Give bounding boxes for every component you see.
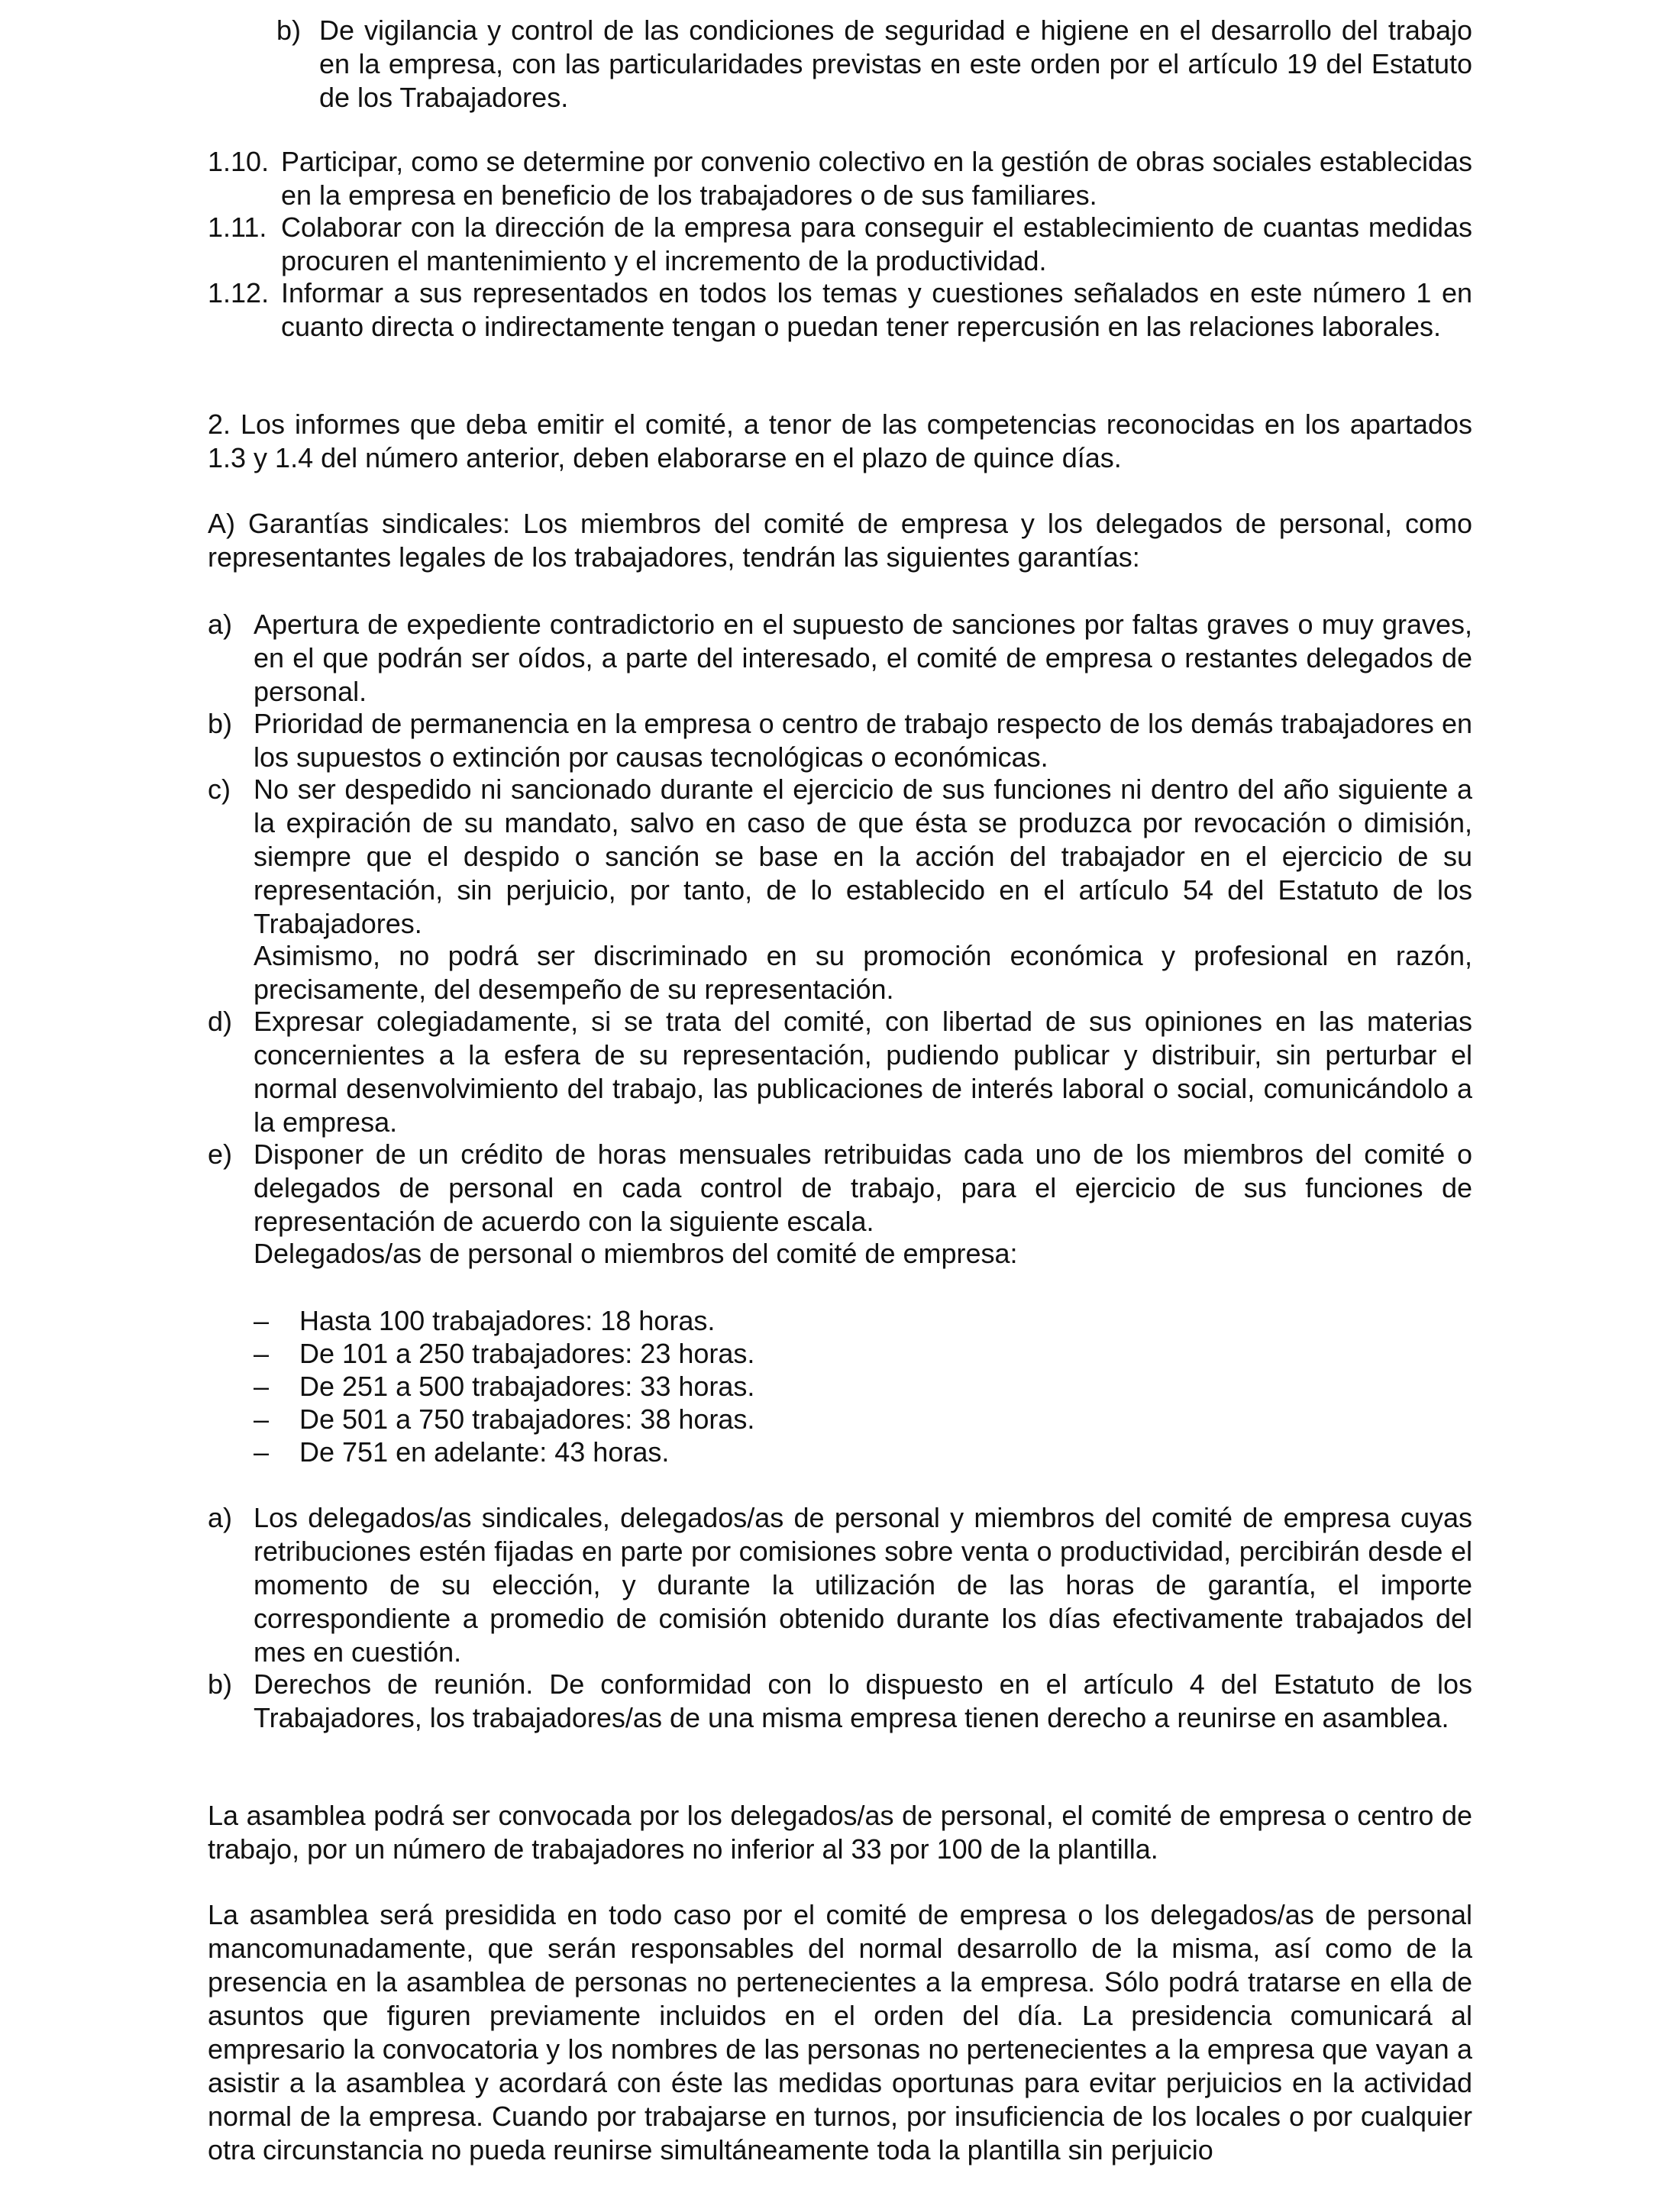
escala-item: Hasta 100 trabajadores: 18 horas.	[299, 1305, 716, 1336]
dash-bullet: –	[254, 1371, 270, 1402]
dash-bullet: –	[254, 1436, 270, 1468]
paragraph-asamblea-convocatoria: La asamblea podrá ser convocada por los delegados/as de personal, el comité de empresa o centro de trabajo, por un número de trabajadores no inferior al 33 por 100 de la plantilla.	[208, 1800, 1472, 1865]
list-label: a)	[208, 609, 233, 640]
list-item: Prioridad de permanencia en la empresa o centro de trabajo respecto de los demás trabajadores en los supuestos o extinción por causas tecnológicas o económicas.	[254, 708, 1472, 773]
list-item-continuation: Delegados/as de personal o miembros del comité de empresa:	[254, 1238, 1018, 1269]
dash-bullet: –	[254, 1338, 270, 1369]
paragraph-garantias: A) Garantías sindicales: Los miembros del comité de empresa y los delegados de personal, como representantes legales de los trabajadores, tendrán las siguientes garantías:	[208, 508, 1472, 573]
escala-item: De 751 en adelante: 43 horas.	[299, 1436, 670, 1468]
item-text: Colaborar con la dirección de la empresa para conseguir el establecimiento de cuantas medidas procuren el mantenimiento y el incremento de la productividad.	[281, 212, 1472, 276]
escala-item: De 501 a 750 trabajadores: 38 horas.	[299, 1403, 755, 1435]
dash-bullet: –	[254, 1403, 270, 1435]
list-label: c)	[208, 774, 231, 805]
item-label: 1.11.	[208, 212, 267, 243]
paragraph-asamblea-presidencia: La asamblea será presidida en todo caso por el comité de empresa o los delegados/as de personal mancomunadamente, que serán responsables del normal desarrollo de la misma, así como de la presencia en la asamblea de personas no pertenecientes a la empresa. Sólo podrá tratarse en ella de asuntos que figuren previamente incluidos en el orden del día. La presidencia comunicará al empresario la convocatoria y los nombres de las personas no pertenecientes a la empresa que vayan a asistir a la asamblea y acordará con éste las medidas oportunas para evitar perjuicios en la actividad normal de la empresa. Cuando por trabajarse en turnos, por insuficiencia de los locales o por cualquier otra circunstancia no pueda reunirse simultáneamente toda la plantilla sin perjuicio	[208, 1899, 1472, 2166]
list-label: a)	[208, 1502, 233, 1533]
escala-item: De 251 a 500 trabajadores: 33 horas.	[299, 1371, 755, 1402]
list-label: b)	[208, 1668, 233, 1700]
list-label: e)	[208, 1138, 233, 1170]
item-label: b)	[276, 15, 302, 46]
item-text: Participar, como se determine por convenio colectivo en la gestión de obras sociales establecidas en la empresa en beneficio de los trabajadores o de sus familiares.	[281, 146, 1472, 211]
list-item: Expresar colegiadamente, si se trata del comité, con libertad de sus opiniones en las materias concernientes a la esfera de su representación, pudiendo publicar y distribuir, sin perturbar el normal desenvolvimiento del trabajo, las publicaciones de interés laboral o social, comunicándolo a la empresa.	[254, 1006, 1472, 1138]
list-item: Apertura de expediente contradictorio en el supuesto de sanciones por faltas graves o muy graves, en el que podrán ser oídos, a parte del interesado, el comité de empresa o restantes delegados de personal.	[254, 609, 1472, 707]
list-item: Los delegados/as sindicales, delegados/as de personal y miembros del comité de empresa cuyas retribuciones estén fijadas en parte por comisiones sobre venta o productividad, percibirán desde el momento de su elección, y durante la utilización de las horas de garantía, el importe correspondiente a promedio de comisión obtenido durante los días efectivamente trabajados del mes en cuestión.	[254, 1502, 1472, 1668]
list-item-continuation: Asimismo, no podrá ser discriminado en su promoción económica y profesional en razón, precisamente, del desempeño de su representación.	[254, 940, 1472, 1005]
item-label: 1.12.	[208, 277, 270, 308]
escala-item: De 101 a 250 trabajadores: 23 horas.	[299, 1338, 755, 1369]
item-text: Informar a sus representados en todos los temas y cuestiones señalados en este número 1 en cuanto directa o indirectamente tengan o puedan tener repercusión en las relaciones laborales.	[281, 277, 1472, 342]
list-item: Disponer de un crédito de horas mensuales retribuidas cada uno de los miembros del comité o delegados de personal en cada control de trabajo, para el ejercicio de sus funciones de representación de acuerdo con la siguiente escala.	[254, 1138, 1472, 1237]
item-text: De vigilancia y control de las condiciones de seguridad e higiene en el desarrollo del trabajo en la empresa, con las particularidades previstas en este orden por el artículo 19 del Estatuto de los Trabajadores.	[319, 15, 1472, 113]
paragraph-2: 2. Los informes que deba emitir el comité, a tenor de las competencias reconocidas en los apartados 1.3 y 1.4 del número anterior, deben elaborarse en el plazo de quince días.	[208, 409, 1472, 473]
list-label: d)	[208, 1006, 233, 1037]
list-item: No ser despedido ni sancionado durante el ejercicio de sus funciones ni dentro del año siguiente a la expiración de su mandato, salvo en caso de que ésta se produzca por revocación o dimisión, siempre que el despido o sanción se base en la acción del trabajador en el ejercicio de su representación, sin perjuicio, por tanto, de lo establecido en el artículo 54 del Estatuto de los Trabajadores.	[254, 774, 1472, 939]
list-label: b)	[208, 708, 233, 739]
dash-bullet: –	[254, 1305, 270, 1336]
item-label: 1.10.	[208, 146, 270, 177]
list-item: Derechos de reunión. De conformidad con lo dispuesto en el artículo 4 del Estatuto de los Trabajadores, los trabajadores/as de una misma empresa tienen derecho a reunirse en asamblea.	[254, 1668, 1472, 1733]
